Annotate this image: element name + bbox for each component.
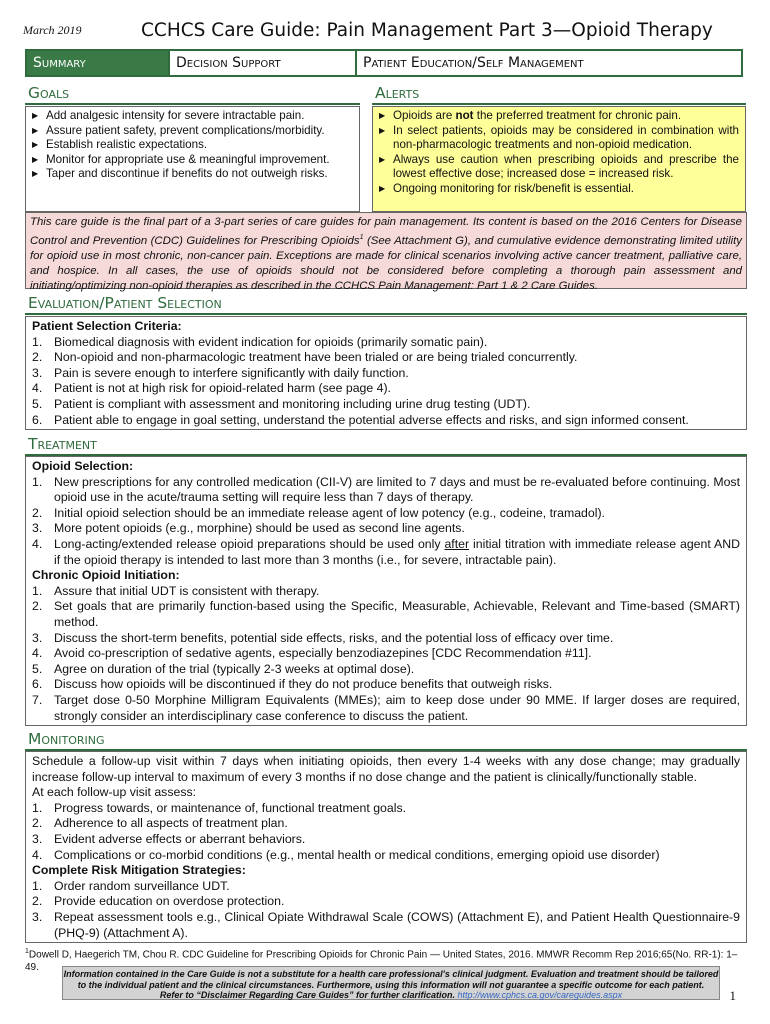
list-item: 2. Set goals that are primarily function-based using the Specific, Measurable, Achievable, Relevant and Time-based (SMART) method. <box>32 599 740 629</box>
criteria-subheading: Patient Selection Criteria: <box>32 319 182 333</box>
tab-summary[interactable]: Summary <box>27 51 170 75</box>
list-item: 1. Assure that initial UDT is consistent with therapy. <box>32 583 320 598</box>
intro-note: This care guide is the final part of a 3-part series of care guides for pain management. Its content is based on the 2016 Centers for Disease Control and Prevention (CDC) Guidelines for Prescribing Opioids$^1$ (See Attachment G), and cumulative evidence demonstrating limited utility for opioid use in most chronic, non-cancer pain. Exceptions are made for clinical scenarios involving active cancer treatment, palliative care, and hospice. In all cases, the use of opioids should not be considered before completing a thorough pain assessment and initiating/optimizing non-opioid therapies as described in the CCHCS Pain Management: Part 1 & 2 Care Guides. <box>25 212 747 289</box>
risk-mitigation-subheading: Complete Risk Mitigation Strategies: <box>32 863 246 878</box>
evaluation-box <box>25 316 747 430</box>
alert-item: ▶ Always use caution when prescribing opioids and prescribe the lowest effective dose; increased dose = increased risk. <box>379 152 739 180</box>
list-item: 7. Target dose 0-50 Morphine Milligram Equivalents (MMEs); aim to keep dose under 90 MME. If larger doses are required, strongly consider an interdisciplinary case conference to discuss the patient. <box>32 692 740 723</box>
footnote: $^1$Dowell D, Haegerich TM, Chou R. CDC Guideline for Prescribing Opioids for Chronic Pain — United States, 2016. MMWR Recomm Rep 2016;65(No. RR-1): 1–49. <box>25 948 738 973</box>
arrow-right-icon: ▶ <box>379 183 386 193</box>
list-item: 1. New prescriptions for any controlled medication (CII-V) are limited to 7 days and must be re-evaluated before continuing. Most opioid use in the acute/trauma setting will require less than 7 days of therapy. <box>32 474 740 505</box>
list-item: 5. Patient is compliant with assessment and monitoring including urine drug testing (UDT). <box>32 396 531 411</box>
opioid-selection-subheading: Opioid Selection: <box>32 459 134 473</box>
list-item: 5. Agree on duration of the trial (typically 2-3 weeks at optimal dose). <box>32 661 415 676</box>
alert-item: ▶ In select patients, opioids may be considered in combination with non-pharmacologic treatments and non-opioid medication. <box>379 123 739 151</box>
goal-item: ▶ Taper and discontinue if benefits do not outweigh risks. <box>32 167 328 180</box>
arrow-right-icon: ▶ <box>32 154 39 164</box>
monitoring-heading: Monitoring <box>28 730 105 748</box>
goal-item: ▶ Assure patient safety, prevent complications/morbidity. <box>32 123 325 137</box>
list-item: 3. More potent opioids (e.g., morphine) should be used as second line agents. <box>32 521 465 536</box>
goal-item: ▶ Add analgesic intensity for severe intractable pain. <box>32 109 305 122</box>
list-item: 2. Initial opioid selection should be an immediate release agent of low potency (e.g., codeine, tramadol). <box>32 505 605 520</box>
alerts-heading: Alerts <box>375 84 420 102</box>
list-item: 1. Progress towards, or maintenance of, functional treatment goals. <box>32 800 407 815</box>
treatment-heading: Treatment <box>28 435 97 453</box>
tab-decision-support[interactable]: Decision Support <box>170 51 357 75</box>
list-item: 4. Complications or co-morbid conditions (e.g., mental health or medical conditions, emerging opioid use disorder) <box>32 847 660 862</box>
alerts-divider <box>372 103 746 105</box>
list-item: 4. Avoid co-prescription of sedative agents, especially benzodiazepines [CDC Recommendation #11]. <box>32 646 592 661</box>
disclaimer-text: Information contained in the Care Guide is not a substitute for a health care professional's clinical judgment. Evaluation and treatment should be tailored to the individual patient and the clinical circumstances. Furthermore, using this information will not guarantee a specific outcome for each patient. <box>63 969 719 990</box>
goals-divider <box>25 103 360 105</box>
page-number: 1 <box>729 988 736 1003</box>
monitoring-intro: Schedule a follow-up visit within 7 days when initiating opioids, then every 1-4 weeks with any dose change; may gradually increase follow-up interval to maximum of every 3 months if no dose change and the patient is clinically/functionally stable. <box>32 754 740 784</box>
monitoring-box <box>25 751 747 943</box>
list-item: 2. Provide education on overdose protection. <box>32 894 285 909</box>
arrow-right-icon: ▶ <box>32 140 39 149</box>
goal-item: ▶ Establish realistic expectations. <box>32 138 208 151</box>
list-item: 1. Biomedical diagnosis with evident indication for opioids (primarily somatic pain). <box>32 334 488 349</box>
tab-patient-education[interactable]: Patient Education/Self Management <box>357 51 741 75</box>
evaluation-heading: Evaluation/Patient Selection <box>28 294 222 312</box>
list-item: 4. Patient is not at high risk for opioid-related harm (see page 4). <box>32 381 391 396</box>
assess-label: At each follow-up visit assess: <box>32 785 197 800</box>
arrow-right-icon: ▶ <box>379 111 386 120</box>
treatment-box <box>25 456 747 726</box>
page-header <box>23 20 745 48</box>
careguides-link[interactable]: http://www.cphcs.ca.gov/careguides.aspx <box>457 990 623 1000</box>
goals-box <box>25 106 360 212</box>
header-date: March 2019 <box>23 23 82 37</box>
section-nav <box>25 49 743 77</box>
list-item: 2. Adherence to all aspects of treatment plan. <box>32 816 288 831</box>
goal-item: ▶ Monitor for appropriate use & meaningful improvement. <box>32 152 330 166</box>
arrow-right-icon: ▶ <box>379 154 386 164</box>
list-item: 3. Evident adverse effects or aberrant behaviors. <box>32 831 306 846</box>
arrow-right-icon: ▶ <box>32 111 39 120</box>
list-item: 2. Non-opioid and non-pharmacologic treatment have been trialed or are being trialed concurrently. <box>32 350 578 365</box>
chronic-initiation-subheading: Chronic Opioid Initiation: <box>32 568 180 583</box>
disclaimer-refer: Refer to “Disclaimer Regarding Care Guides” for further clarification. <box>159 990 455 1000</box>
alerts-box <box>372 106 746 212</box>
list-item: 3. Repeat assessment tools e.g., Clinical Opiate Withdrawal Scale (COWS) (Attachment E), and Patient Health Questionnaire-9 (PHQ-9) (Attachment A). <box>32 909 740 940</box>
list-item: 1. Order random surveillance UDT. <box>32 878 230 893</box>
evaluation-divider <box>25 313 747 315</box>
list-item: 3. Discuss the short-term benefits, potential side effects, risks, and the potential loss of efficacy over time. <box>32 630 614 645</box>
arrow-right-icon: ▶ <box>379 125 386 135</box>
list-item: 6. Patient able to engage in goal setting, understand the potential adverse effects and risks, and sign informed consent. <box>32 412 689 427</box>
arrow-right-icon: ▶ <box>32 125 39 135</box>
list-item: 6. Discuss how opioids will be discontinued if they do not produce benefits that outweigh risks. <box>32 677 553 692</box>
list-item: 3. Pain is severe enough to interfere significantly with daily function. <box>32 365 409 380</box>
alert-item: ▶ Ongoing monitoring for risk/benefit is essential. <box>379 181 635 195</box>
alert-item: ▶ Opioids are not the preferred treatment for chronic pain. <box>379 109 682 122</box>
goals-heading: Goals <box>28 84 70 102</box>
list-item: 4. Long-acting/extended release opioid preparations should be used only after initial titration with immediate release agent AND if the opioid therapy is intended to last more than 3 months (i.e., for severe, intractable pain). <box>32 536 740 567</box>
arrow-right-icon: ▶ <box>32 169 39 178</box>
page-title: CCHCS Care Guide: Pain Management Part 3—Opioid Therapy <box>141 20 713 41</box>
disclaimer-box <box>62 966 720 1000</box>
